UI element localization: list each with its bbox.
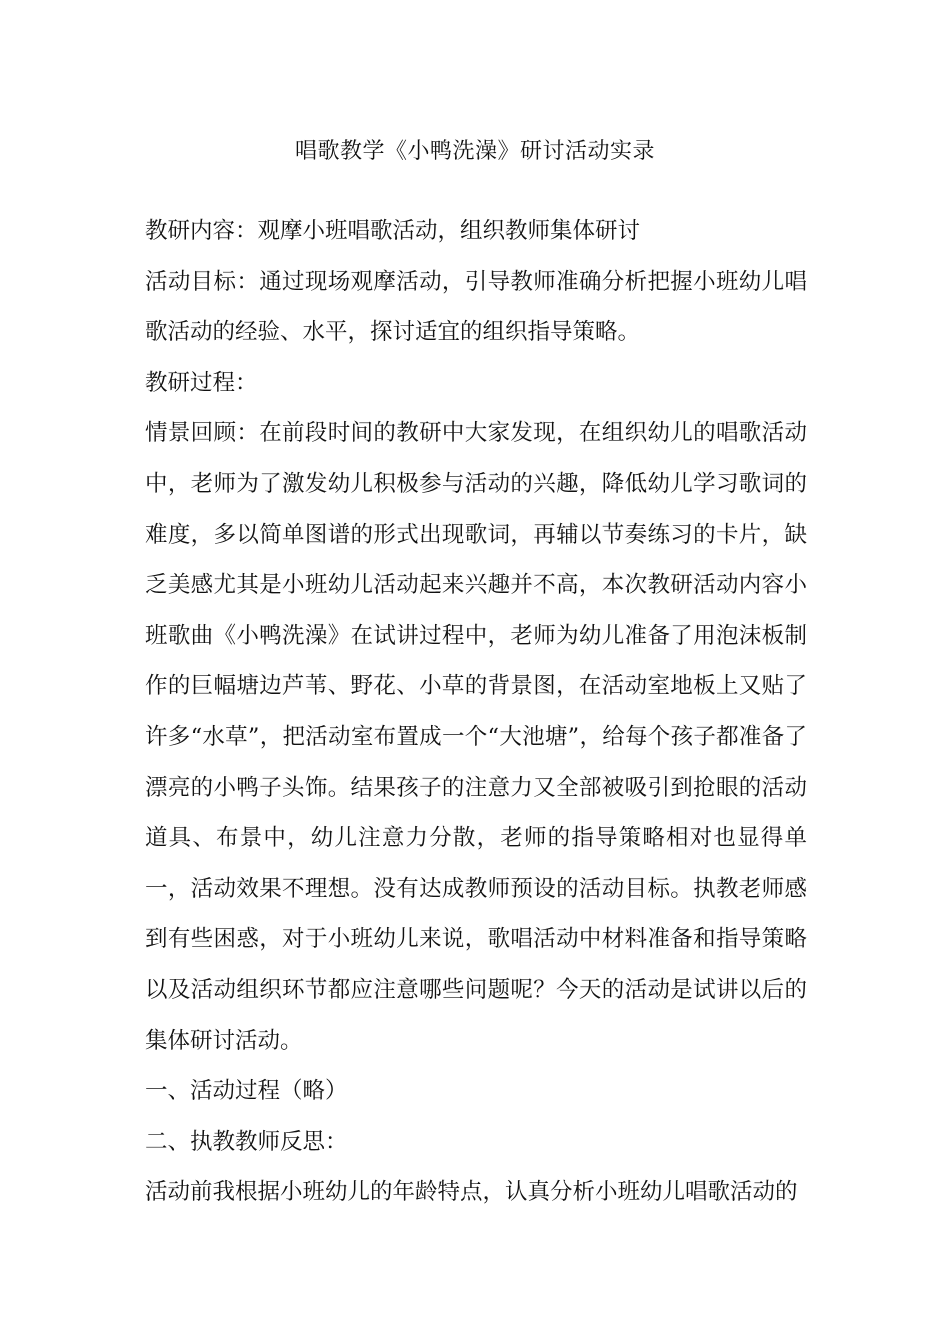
paragraph-section-one: 一、活动过程（略） <box>145 1078 348 1105</box>
paragraph-reflection: 活动前我根据小班幼儿的年龄特点，认真分析小班幼儿唱歌活动的 <box>145 1179 798 1206</box>
document-body <box>145 206 807 1218</box>
paragraph-research-content: 教研内容：观摩小班唱歌活动，组织教师集体研讨 <box>145 218 641 244</box>
document-title: 唱歌教学《小鸭洗澡》研讨活动实录 <box>294 139 655 164</box>
paragraph-section-two: 二、执教教师反思： <box>145 1128 348 1155</box>
paragraph-activity-goal: 活动目标：通过现场观摩活动，引导教师准确分析把握小班幼儿唱歌活动的经验、水平，探讨适宜的组织指导策略。 <box>145 268 807 346</box>
paragraph-scenario-review: 情景回顾：在前段时间的教研中大家发现，在组织幼儿的唱歌活动中，老师为了激发幼儿积极参与活动的兴趣，降低幼儿学习歌词的难度，多以简单图谱的形式出现歌词，再辅以节奏练习的卡片，缺乏美感尤其是小班幼儿活动起来兴趣并不高，本次教研活动内容小班歌曲《小鸭洗澡》在试讲过程中，老师为幼儿准备了用泡沫板制作的巨幅塘边芦苇、野花、小草的背景图，在活动室地板上又贴了许多“水草”，把活动室布置成一个“大池塘”，给每个孩子都准备了漂亮的小鸭子头饰。结果孩子的注意力又全部被吸引到抢眼的活动道具、布景中，幼儿注意力分散，老师的指导策略相对也显得单一，活动效果不理想。没有达成教师预设的活动目标。执教老师感到有些困惑，对于小班幼儿来说，歌唱活动中材料准备和指导策略以及活动组织环节都应注意哪些问题呢？今天的活动是试讲以后的集体研讨活动。 <box>145 420 807 1054</box>
paragraph-research-process: 教研过程： <box>145 369 258 396</box>
